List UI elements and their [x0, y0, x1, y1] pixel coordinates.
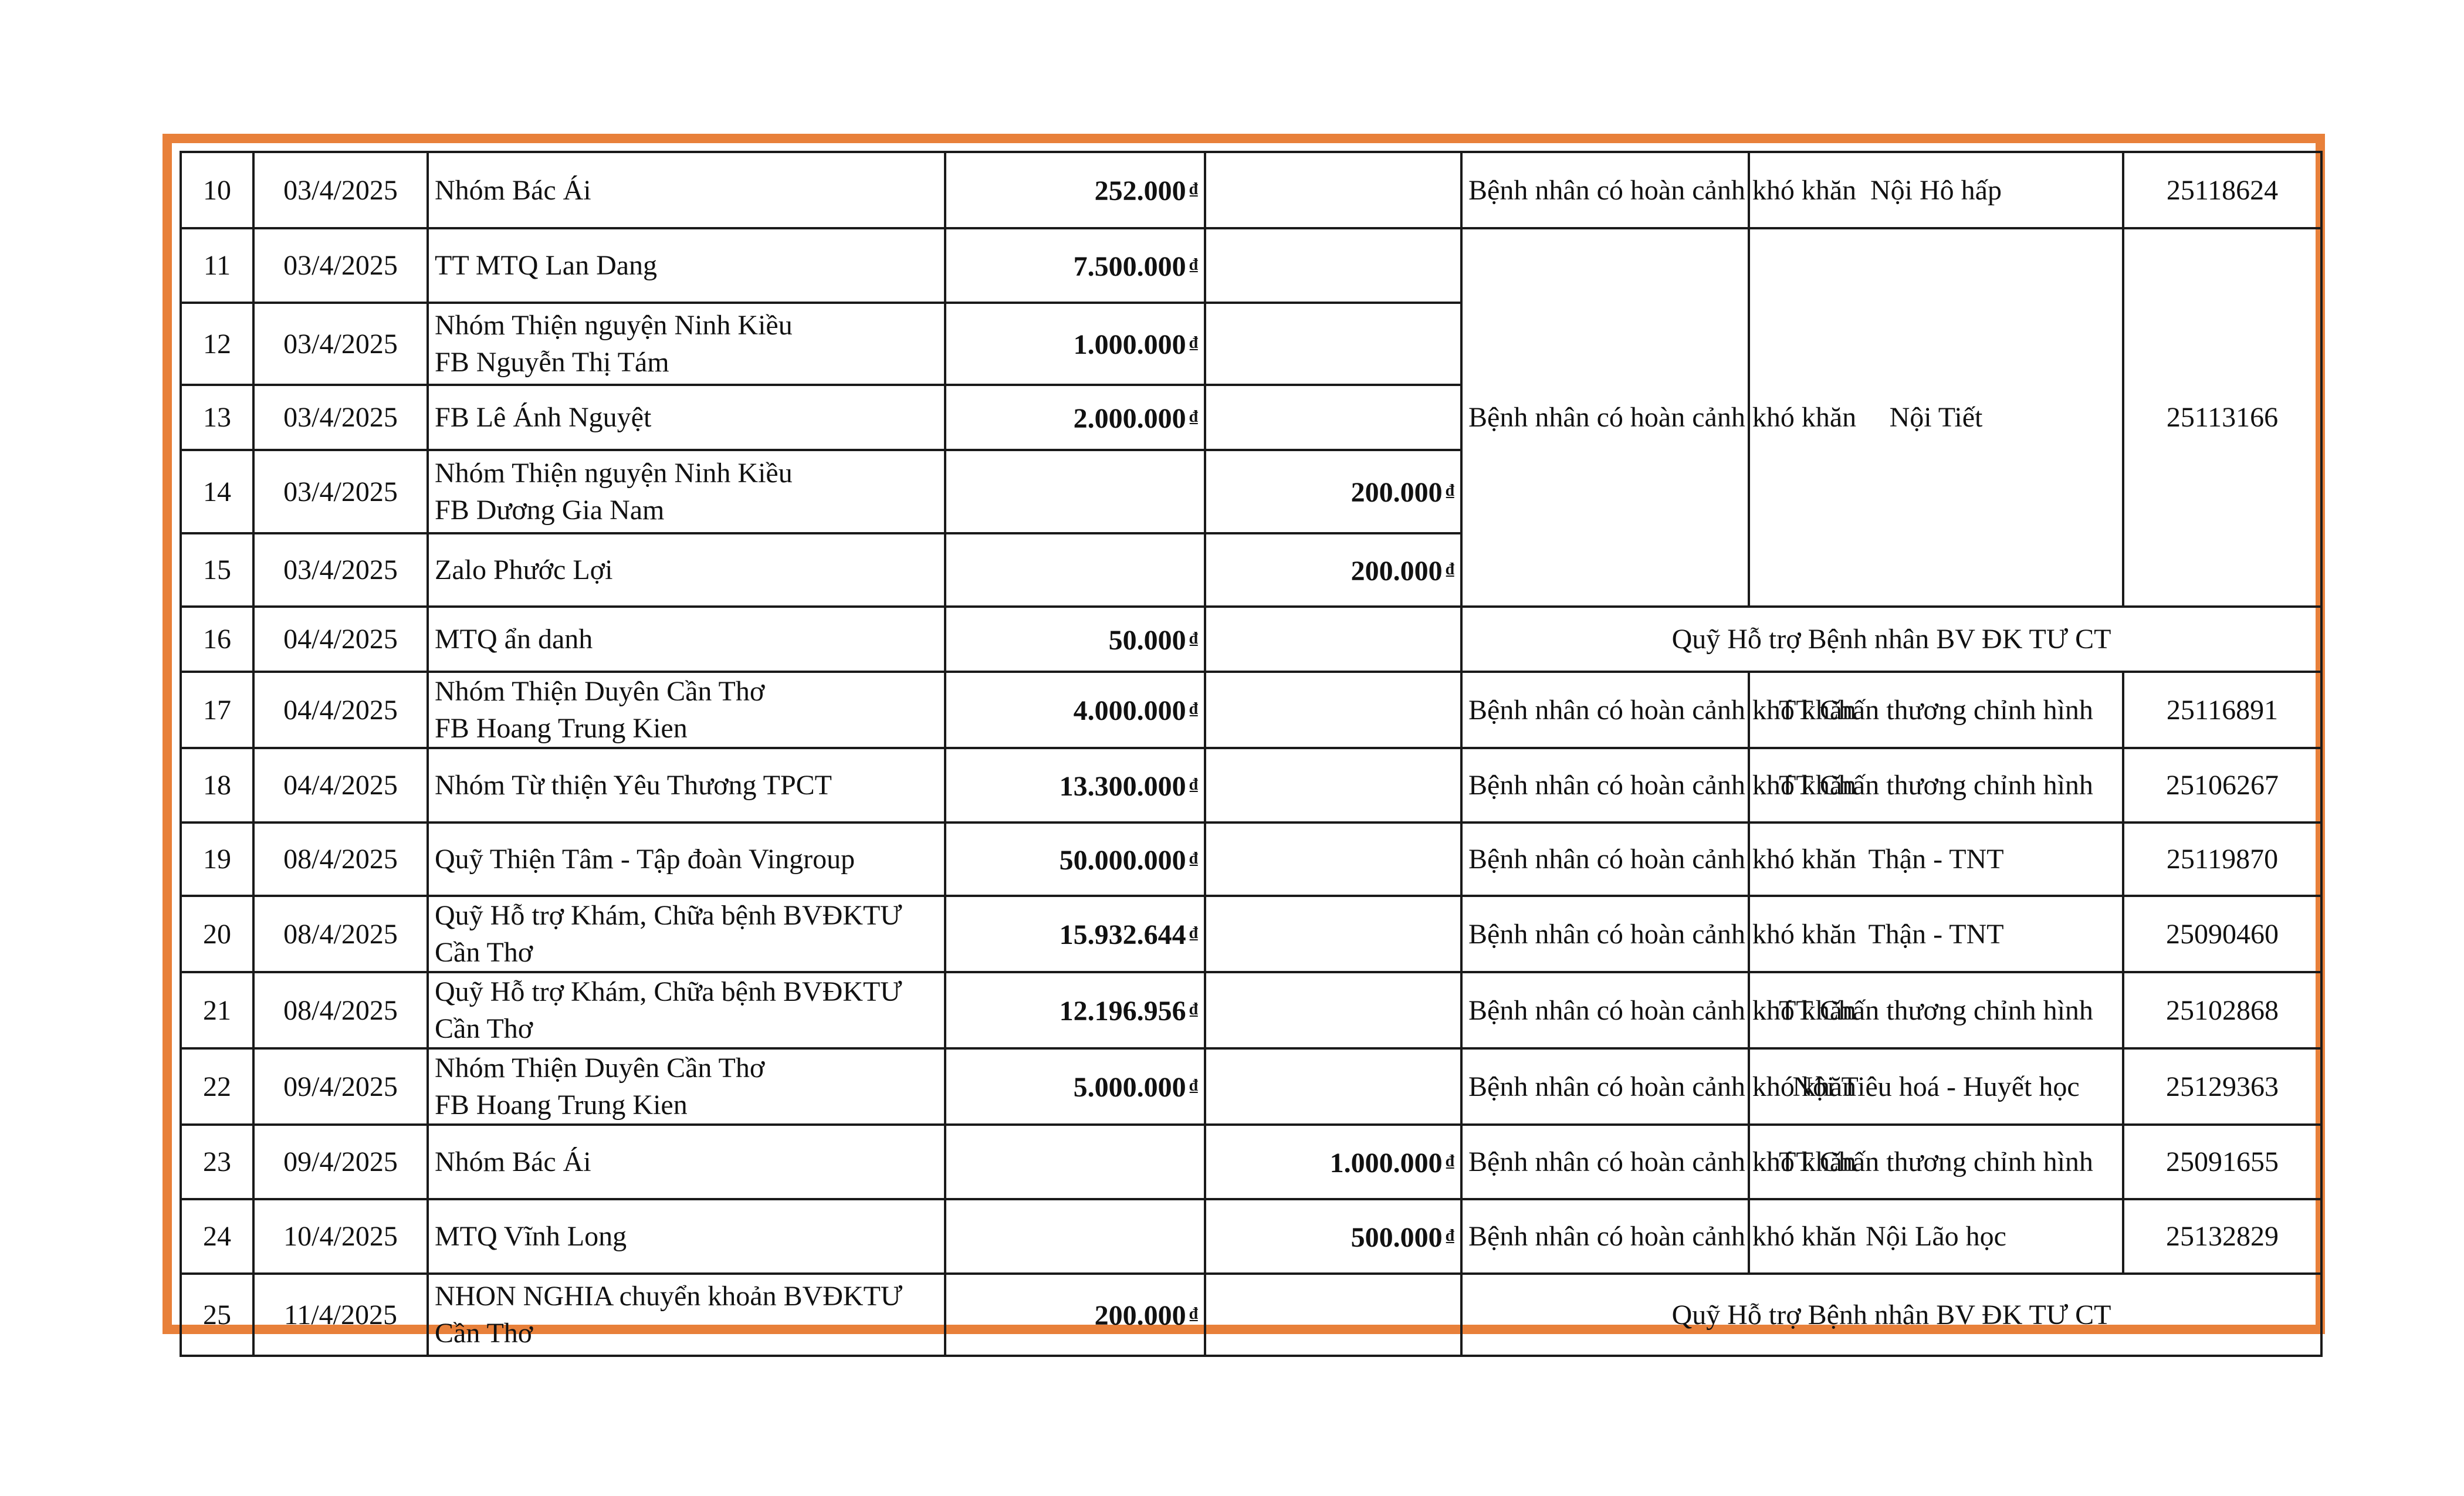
row-date: 03/4/2025 — [253, 450, 428, 533]
transfer-amount — [1205, 303, 1461, 385]
donor-name — [428, 1274, 945, 1356]
donor-name-line: Cần Thơ — [435, 937, 533, 968]
currency-symbol: ₫ — [1189, 1077, 1198, 1095]
donor-name-line: NHON NGHIA chuyển khoản BVĐKTƯ — [435, 1281, 903, 1312]
donor-name-line: FB Nguyễn Thị Tám — [435, 347, 669, 378]
patient-code: 25113166 — [2123, 228, 2321, 607]
department: TT Chấn thương chỉnh hình — [1749, 1125, 2123, 1199]
cash-amount — [945, 1125, 1205, 1199]
department: Nội Hô hấp — [1749, 152, 2123, 228]
row-date: 09/4/2025 — [253, 1048, 428, 1125]
cash-amount-value: 4.000.000 — [1073, 695, 1186, 726]
table-row — [181, 972, 2321, 1048]
row-number: 13 — [181, 385, 253, 450]
row-date: 03/4/2025 — [253, 228, 428, 303]
patient-code: 25129363 — [2123, 1048, 2321, 1125]
cash-amount — [945, 228, 1205, 303]
beneficiary-note: Bệnh nhân có hoàn cảnh khó khăn — [1461, 896, 1749, 972]
transfer-amount — [1205, 385, 1461, 450]
row-number: 19 — [181, 823, 253, 896]
row-number: 14 — [181, 450, 253, 533]
department: TT Chấn thương chỉnh hình — [1749, 972, 2123, 1048]
row-date: 04/4/2025 — [253, 607, 428, 672]
transfer-amount-value: 200.000 — [1351, 555, 1443, 587]
table-row — [181, 1199, 2321, 1274]
currency-symbol: ₫ — [1189, 180, 1198, 198]
cash-amount-value: 252.000 — [1094, 175, 1186, 207]
table-row — [181, 1048, 2321, 1125]
currency-symbol: ₫ — [1189, 1000, 1198, 1018]
currency-symbol: ₫ — [1189, 407, 1198, 426]
patient-code: 25118624 — [2123, 152, 2321, 228]
transfer-amount — [1205, 972, 1461, 1048]
table-row — [181, 228, 2321, 303]
currency-symbol: ₫ — [1189, 700, 1198, 718]
beneficiary-note: Bệnh nhân có hoàn cảnh khó khăn — [1461, 1125, 1749, 1199]
donor-name — [428, 748, 945, 823]
cash-amount-value: 12.196.956 — [1059, 996, 1186, 1027]
cash-amount-value: 5.000.000 — [1073, 1072, 1186, 1103]
cash-amount-value: 1.000.000 — [1073, 329, 1186, 360]
cash-amount-value: 13.300.000 — [1059, 770, 1186, 802]
row-date: 08/4/2025 — [253, 823, 428, 896]
row-number: 17 — [181, 672, 253, 748]
table-row — [181, 823, 2321, 896]
donor-name — [428, 533, 945, 607]
beneficiary-note: Bệnh nhân có hoàn cảnh khó khăn — [1461, 152, 1749, 228]
patient-code: 25090460 — [2123, 896, 2321, 972]
donation-table — [180, 151, 2323, 1357]
row-date: 08/4/2025 — [253, 896, 428, 972]
currency-symbol: ₫ — [1446, 482, 1454, 500]
donor-name — [428, 303, 945, 385]
beneficiary-note: Bệnh nhân có hoàn cảnh khó khăn — [1461, 1048, 1749, 1125]
cash-amount-value: 7.500.000 — [1073, 251, 1186, 282]
cash-amount-value: 50.000 — [1108, 624, 1186, 656]
cash-amount — [945, 450, 1205, 533]
table-row — [181, 607, 2321, 672]
row-date: 03/4/2025 — [253, 152, 428, 228]
donor-name-line: Nhóm Bác Ái — [435, 174, 591, 206]
row-number: 24 — [181, 1199, 253, 1274]
row-number: 25 — [181, 1274, 253, 1356]
donor-name-line: MTQ ẩn danh — [435, 624, 593, 655]
donor-name — [428, 1199, 945, 1274]
cash-amount-value: 200.000 — [1094, 1300, 1186, 1331]
patient-code: 25116891 — [2123, 672, 2321, 748]
currency-symbol: ₫ — [1189, 924, 1198, 942]
row-number: 10 — [181, 152, 253, 228]
donor-name-line: Nhóm Bác Ái — [435, 1146, 591, 1177]
department: Nội Tiêu hoá - Huyết học — [1749, 1048, 2123, 1125]
department: TT Chấn thương chỉnh hình — [1749, 748, 2123, 823]
department: Thận - TNT — [1749, 823, 2123, 896]
row-number: 16 — [181, 607, 253, 672]
row-number: 21 — [181, 972, 253, 1048]
donor-name-line: Nhóm Thiện nguyện Ninh Kiều — [435, 458, 793, 489]
department: Thận - TNT — [1749, 896, 2123, 972]
donor-name-line: Nhóm Từ thiện Yêu Thương TPCT — [435, 770, 832, 801]
transfer-amount — [1205, 607, 1461, 672]
transfer-amount-value: 1.000.000 — [1329, 1147, 1443, 1179]
table-row — [181, 672, 2321, 748]
row-number: 22 — [181, 1048, 253, 1125]
donor-name — [428, 1048, 945, 1125]
currency-symbol: ₫ — [1189, 775, 1198, 794]
cash-amount — [945, 972, 1205, 1048]
cash-amount-value: 15.932.644 — [1059, 919, 1186, 950]
cash-amount — [945, 533, 1205, 607]
donor-name-line: Nhóm Thiện nguyện Ninh Kiều — [435, 310, 793, 341]
beneficiary-note: Bệnh nhân có hoàn cảnh khó khăn — [1461, 972, 1749, 1048]
donor-name — [428, 1125, 945, 1199]
donor-name-line: FB Hoang Trung Kien — [435, 713, 688, 744]
donor-name — [428, 972, 945, 1048]
cash-amount — [945, 152, 1205, 228]
transfer-amount-value: 200.000 — [1351, 477, 1443, 508]
cash-amount — [945, 385, 1205, 450]
row-date: 04/4/2025 — [253, 748, 428, 823]
beneficiary-note: Bệnh nhân có hoàn cảnh khó khăn — [1461, 672, 1749, 748]
patient-code: 25091655 — [2123, 1125, 2321, 1199]
donor-name-line: MTQ Vĩnh Long — [435, 1221, 627, 1252]
row-date: 10/4/2025 — [253, 1199, 428, 1274]
row-date: 03/4/2025 — [253, 303, 428, 385]
beneficiary-note: Bệnh nhân có hoàn cảnh khó khăn — [1461, 228, 1749, 607]
fund-name: Quỹ Hỗ trợ Bệnh nhân BV ĐK TƯ CT — [1461, 1274, 2321, 1356]
table-row — [181, 748, 2321, 823]
donor-name-line: Cần Thơ — [435, 1318, 533, 1349]
transfer-amount — [1205, 152, 1461, 228]
cash-amount — [945, 823, 1205, 896]
currency-symbol: ₫ — [1446, 1152, 1454, 1170]
transfer-amount — [1205, 228, 1461, 303]
table-row — [181, 1274, 2321, 1356]
cash-amount-value: 50.000.000 — [1059, 844, 1186, 876]
patient-code: 25102868 — [2123, 972, 2321, 1048]
donor-name-line: Nhóm Thiện Duyên Cần Thơ — [435, 676, 765, 707]
transfer-amount — [1205, 1274, 1461, 1356]
row-number: 11 — [181, 228, 253, 303]
fund-name: Quỹ Hỗ trợ Bệnh nhân BV ĐK TƯ CT — [1461, 607, 2321, 672]
row-number: 12 — [181, 303, 253, 385]
department: Nội Tiết — [1749, 228, 2123, 607]
row-number: 23 — [181, 1125, 253, 1199]
cash-amount-value: 2.000.000 — [1073, 402, 1186, 434]
table-row — [181, 152, 2321, 228]
cash-amount — [945, 1048, 1205, 1125]
currency-symbol: ₫ — [1189, 334, 1198, 352]
donor-name — [428, 823, 945, 896]
transfer-amount — [1205, 1125, 1461, 1199]
department: Nội Lão học — [1749, 1199, 2123, 1274]
row-date: 03/4/2025 — [253, 385, 428, 450]
beneficiary-note: Bệnh nhân có hoàn cảnh khó khăn — [1461, 1199, 1749, 1274]
transfer-amount — [1205, 896, 1461, 972]
donor-name — [428, 228, 945, 303]
cash-amount — [945, 1274, 1205, 1356]
donor-name-line: Nhóm Thiện Duyên Cần Thơ — [435, 1052, 765, 1084]
transfer-amount — [1205, 533, 1461, 607]
table-frame — [163, 134, 2325, 1349]
transfer-amount — [1205, 450, 1461, 533]
currency-symbol: ₫ — [1189, 849, 1198, 868]
patient-code: 25106267 — [2123, 748, 2321, 823]
donor-name-line: FB Lê Ánh Nguyệt — [435, 402, 652, 433]
donor-name — [428, 672, 945, 748]
donor-name-line: FB Hoang Trung Kien — [435, 1089, 688, 1121]
row-date: 04/4/2025 — [253, 672, 428, 748]
currency-symbol: ₫ — [1446, 560, 1454, 578]
cash-amount — [945, 896, 1205, 972]
donor-name-line: Quỹ Hỗ trợ Khám, Chữa bệnh BVĐKTƯ — [435, 900, 902, 931]
row-date: 11/4/2025 — [253, 1274, 428, 1356]
table-row — [181, 1125, 2321, 1199]
donor-name-line: Cần Thơ — [435, 1013, 533, 1044]
donor-name-line: Zalo Phước Lợi — [435, 554, 613, 585]
transfer-amount — [1205, 748, 1461, 823]
donor-name — [428, 896, 945, 972]
row-number: 20 — [181, 896, 253, 972]
donor-name-line: FB Dương Gia Nam — [435, 495, 665, 526]
beneficiary-note: Bệnh nhân có hoàn cảnh khó khăn — [1461, 823, 1749, 896]
donor-name-line: Quỹ Thiện Tâm - Tập đoàn Vingroup — [435, 844, 855, 875]
cash-amount — [945, 672, 1205, 748]
patient-code: 25132829 — [2123, 1199, 2321, 1274]
donor-name — [428, 450, 945, 533]
department: TT Chấn thương chỉnh hình — [1749, 672, 2123, 748]
patient-code: 25119870 — [2123, 823, 2321, 896]
cash-amount — [945, 1199, 1205, 1274]
currency-symbol: ₫ — [1189, 1305, 1198, 1323]
transfer-amount — [1205, 1199, 1461, 1274]
transfer-amount-value: 500.000 — [1351, 1221, 1443, 1253]
row-number: 18 — [181, 748, 253, 823]
cash-amount — [945, 607, 1205, 672]
transfer-amount — [1205, 1048, 1461, 1125]
donor-name-line: TT MTQ Lan Dang — [435, 250, 658, 281]
currency-symbol: ₫ — [1189, 629, 1198, 648]
cash-amount — [945, 748, 1205, 823]
donor-name — [428, 385, 945, 450]
row-date: 08/4/2025 — [253, 972, 428, 1048]
table-row — [181, 896, 2321, 972]
cash-amount — [945, 303, 1205, 385]
transfer-amount — [1205, 672, 1461, 748]
beneficiary-note: Bệnh nhân có hoàn cảnh khó khăn — [1461, 748, 1749, 823]
donor-name — [428, 607, 945, 672]
donor-name — [428, 152, 945, 228]
row-date: 09/4/2025 — [253, 1125, 428, 1199]
row-number: 15 — [181, 533, 253, 607]
currency-symbol: ₫ — [1446, 1226, 1454, 1245]
currency-symbol: ₫ — [1189, 255, 1198, 274]
transfer-amount — [1205, 823, 1461, 896]
row-date: 03/4/2025 — [253, 533, 428, 607]
donor-name-line: Quỹ Hỗ trợ Khám, Chữa bệnh BVĐKTƯ — [435, 976, 902, 1007]
